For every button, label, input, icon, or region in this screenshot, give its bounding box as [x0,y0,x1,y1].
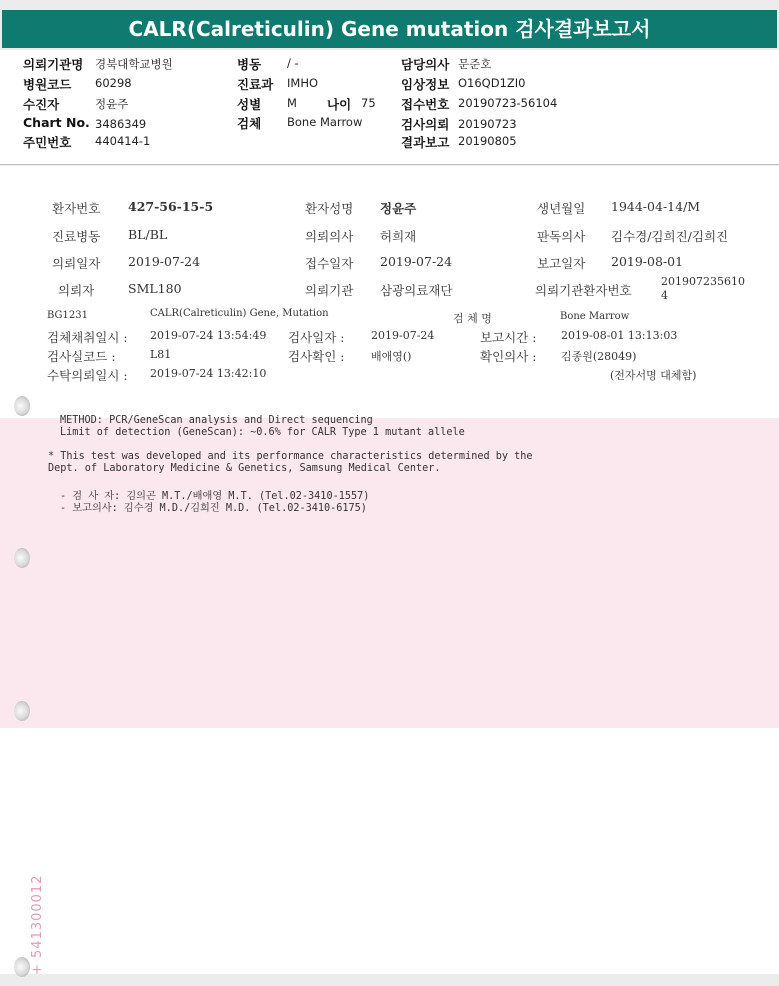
label-attending-doctor: 담당의사 [401,57,450,72]
punch-hole [14,396,30,416]
value-reading-doctor: 김수경/김희진/김희진 [611,229,729,244]
method-line-2: Limit of detection (GeneScan): ~0.6% for CALR Type 1 mutant allele [60,427,465,438]
label-receipt-date: 접수일자 [305,256,354,271]
punch-hole [14,957,30,977]
value-specimen: Bone Marrow [287,115,363,129]
value-resident-no: 440414-1 [95,134,151,148]
value-org-patient-no-cont: 4 [661,289,668,302]
label-specimen-name: 검 체 명 [453,312,492,325]
label-test-confirm: 검사확인 : [288,349,345,364]
e-signature-note: (전자서명 대체함) [610,369,697,382]
value-collection-time: 2019-07-24 13:54:49 [150,329,267,342]
label-chart-no: Chart No. [23,115,90,130]
label-org-patient-no: 의뢰기관환자번호 [535,283,632,298]
label-ward: 병동 [237,57,262,72]
value-request-date: 2019-07-24 [128,254,201,269]
label-clinical-info: 임상정보 [401,77,450,92]
value-test-date: 2019-07-24 [371,329,435,342]
value-test-request: 20190723 [458,117,517,131]
value-chart-no: 3486349 [95,117,147,131]
label-reading-doctor: 판독의사 [537,229,586,244]
label-lab-code: 검사실코드 : [47,349,116,364]
value-requesting-org: 삼광의료재단 [380,283,453,298]
label-requesting-org: 의뢰기관 [305,283,354,298]
value-test-confirm: 배애영() [371,350,412,363]
value-clinical-info: O16QD1ZI0 [458,76,526,90]
label-requesting-institution: 의뢰기관명 [23,57,84,72]
label-referring-doctor: 의뢰의사 [305,229,354,244]
label-department: 진료과 [237,77,274,92]
value-referring-doctor: 허희재 [380,229,417,244]
value-patient-no: 427-56-15-5 [128,199,214,214]
value-ward: / - [287,56,299,70]
value-org-patient-no: 201907235610 [661,275,745,288]
punch-hole [14,701,30,721]
value-requester: SML180 [128,281,182,296]
staff-line-2: - 보고의사: 김수경 M.D./김희진 M.D. (Tel.02-3410-6175) [60,503,367,514]
label-birth-date: 생년월일 [537,201,586,216]
value-confirm-doctor: 김종원(28049) [561,350,637,363]
value-attending-doctor: 문준호 [458,57,492,71]
label-age: 나이 [327,97,352,112]
value-report-date: 2019-08-01 [611,254,684,269]
value-department: IMHO [287,76,319,90]
label-requester: 의뢰자 [58,283,95,298]
test-name: CALR(Calreticulin) Gene, Mutation [150,308,329,319]
value-requesting-institution: 경북대학교병원 [95,57,173,71]
label-specimen: 검체 [237,116,262,131]
value-consign-time: 2019-07-24 13:42:10 [150,367,267,380]
value-result-report: 20190805 [458,134,517,148]
label-report-date: 보고일자 [537,256,586,271]
label-patient-no: 환자번호 [52,201,101,216]
note-line-1: * This test was developed and its performance characteristics determined by the [48,451,533,462]
value-patient-name: 정윤주 [380,201,417,216]
label-ward: 진료병동 [52,229,101,244]
label-report-time: 보고시간 : [480,330,537,345]
label-patient-name: 환자성명 [305,201,354,216]
label-patient: 수진자 [23,97,60,112]
value-birth-date: 1944-04-14/M [611,199,701,214]
label-collection-time: 검체채취일시 : [47,330,128,345]
staff-line-1: - 검 사 자: 김의곤 M.T./배애영 M.T. (Tel.02-3410-1557) [60,491,370,502]
report-title: CALR(Calreticulin) Gene mutation 검사결과보고서 [2,10,777,48]
value-sex: M [287,96,297,110]
label-confirm-doctor: 확인의사 : [480,349,537,364]
value-ward: BL/BL [128,227,168,242]
label-receipt-no: 접수번호 [401,97,450,112]
value-receipt-no: 20190723-56104 [458,96,558,110]
label-test-date: 검사일자 : [288,330,345,345]
header-panel [0,50,779,165]
label-result-report: 결과보고 [401,135,450,150]
value-report-time: 2019-08-01 13:13:03 [561,329,678,342]
label-request-date: 의뢰일자 [52,256,101,271]
value-lab-code: L81 [150,348,172,361]
note-line-2: Dept. of Laboratory Medicine & Genetics, Samsung Medical Center. [48,463,441,474]
document-number-stamp [30,949,45,975]
value-age: 75 [361,96,376,110]
label-hospital-code: 병원코드 [23,77,72,92]
value-receipt-date: 2019-07-24 [380,254,453,269]
punch-hole [14,548,30,568]
label-sex: 성별 [237,97,262,112]
method-line-1: METHOD: PCR/GeneScan analysis and Direct sequencing [60,415,373,426]
value-patient: 정윤주 [95,97,129,111]
value-specimen-name: Bone Marrow [560,311,630,322]
test-code: BG1231 [47,310,88,321]
label-test-request: 검사의뢰 [401,117,450,132]
label-consign-time: 수탁의뢰일시 : [47,368,128,383]
label-resident-no: 주민번호 [23,135,72,150]
value-hospital-code: 60298 [95,76,132,90]
